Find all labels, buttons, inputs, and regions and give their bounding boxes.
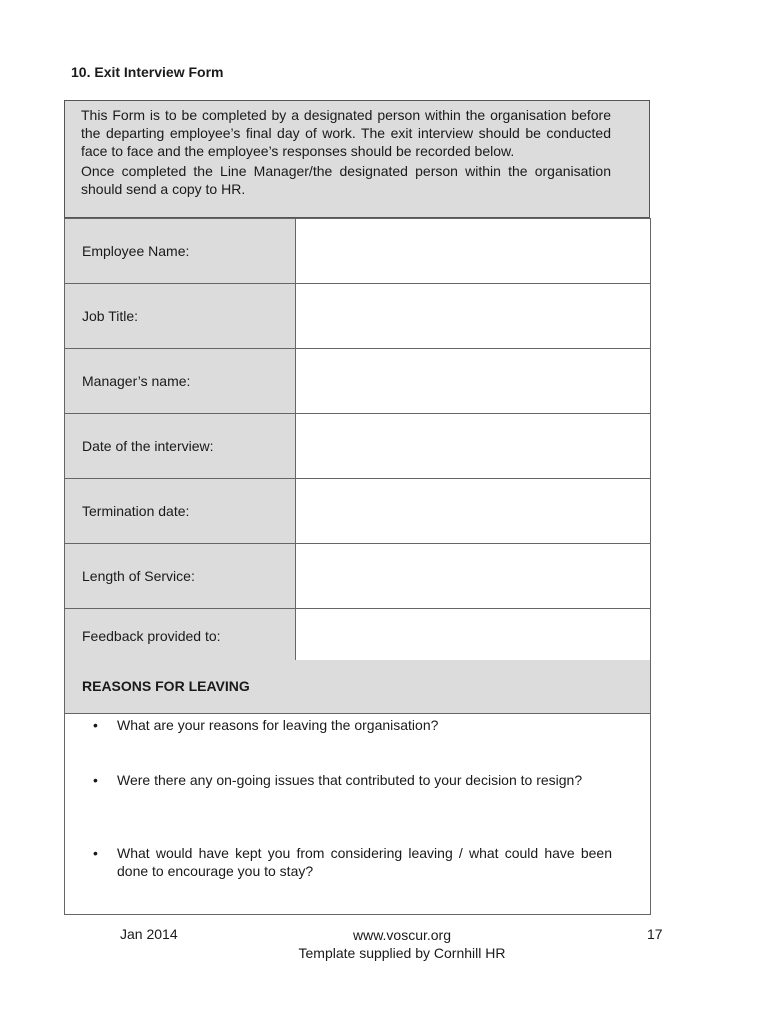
intro-paragraph-2: Once completed the Line Manager/the designated person within the organisation should send a copy to HR. — [81, 163, 611, 197]
field-label: Job Title: — [65, 284, 296, 349]
reasons-header: REASONS FOR LEAVING — [64, 660, 651, 714]
question-text: Were there any on-going issues that contributed to your decision to resign? — [117, 772, 583, 788]
field-row-interview-date — [65, 414, 651, 479]
field-row-manager-name — [65, 349, 651, 414]
page-number: 17 — [647, 926, 663, 942]
field-label: Termination date: — [65, 479, 296, 544]
job-title-field[interactable] — [296, 284, 651, 349]
feedback-provided-to-field[interactable] — [296, 609, 651, 663]
field-row-termination-date — [65, 479, 651, 544]
list-item — [93, 716, 612, 734]
intro-box — [64, 100, 650, 218]
field-label: Employee Name: — [65, 219, 296, 284]
list-item — [93, 844, 612, 880]
footer-credit: Template supplied by Cornhill HR — [298, 945, 506, 961]
length-of-service-field[interactable] — [296, 544, 651, 609]
employee-name-field[interactable] — [296, 219, 651, 284]
termination-date-field[interactable] — [296, 479, 651, 544]
list-item — [93, 771, 612, 789]
question-text: What would have kept you from considering leaving / what could have been done to encourage you to stay? — [117, 845, 612, 879]
field-row-feedback-provided-to — [65, 609, 651, 663]
footer-website: www.voscur.org — [352, 927, 452, 943]
manager-name-field[interactable] — [296, 349, 651, 414]
bullet-icon: • — [93, 772, 98, 788]
interview-date-field[interactable] — [296, 414, 651, 479]
footer-date: Jan 2014 — [120, 926, 178, 942]
details-table — [64, 218, 651, 663]
intro-paragraph-1: This Form is to be completed by a designated person within the organisation before the departing employee’s final day of work. The exit interview should be conducted face to face and the employee’s responses should be recorded below. — [81, 107, 611, 159]
question-text: What are your reasons for leaving the organisation? — [117, 717, 439, 733]
field-label: Date of the interview: — [65, 414, 296, 479]
field-row-length-of-service — [65, 544, 651, 609]
reasons-section[interactable] — [64, 714, 651, 915]
field-label: Manager’s name: — [65, 349, 296, 414]
field-row-job-title — [65, 284, 651, 349]
bullet-icon: • — [93, 717, 98, 733]
field-label: Feedback provided to: — [65, 609, 296, 663]
field-label: Length of Service: — [65, 544, 296, 609]
field-row-employee-name — [65, 219, 651, 284]
form-heading: 10. Exit Interview Form — [71, 64, 224, 80]
bullet-icon: • — [93, 845, 98, 861]
footer-center — [200, 926, 604, 962]
